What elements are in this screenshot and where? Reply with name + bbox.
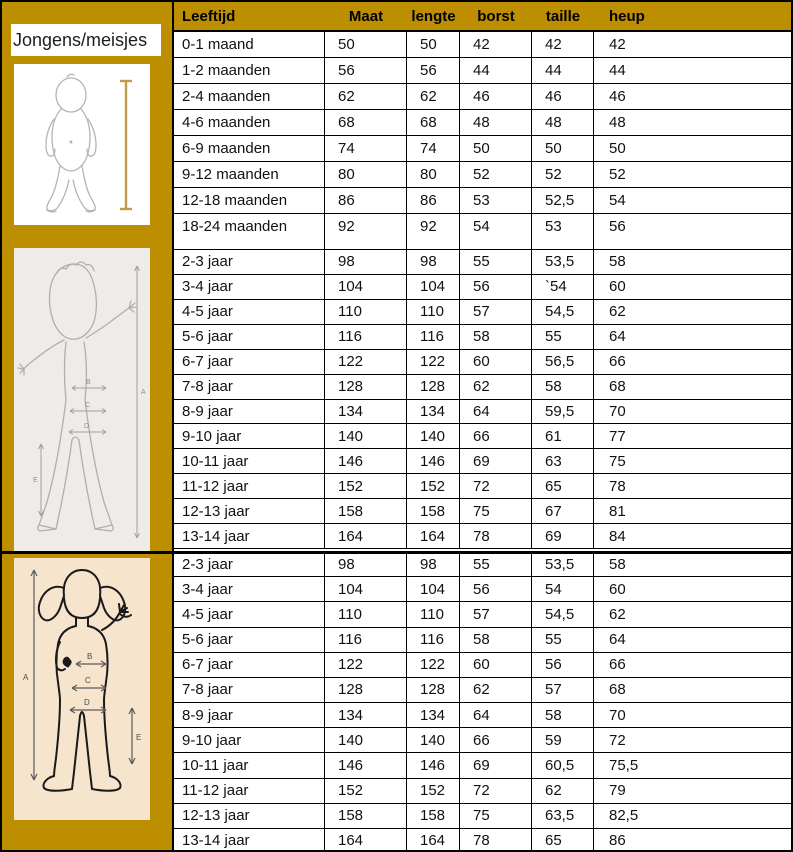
size-table — [172, 2, 793, 852]
table-row — [174, 499, 793, 524]
value-cell: 63,5 — [532, 804, 594, 828]
value-cell: 75 — [460, 804, 532, 828]
value-cell: 75,5 — [609, 756, 639, 774]
value-cell: 60 — [609, 580, 626, 598]
col-header-heup: heup — [609, 7, 645, 25]
value-cell: 56 — [532, 653, 594, 677]
value-cell: 152 — [407, 779, 460, 803]
value-cell: 66 — [609, 353, 626, 371]
value-cell: 140 — [407, 728, 460, 752]
table-row — [174, 188, 793, 214]
value-cell: 134 — [325, 400, 407, 424]
value-cell: 104 — [407, 275, 460, 299]
age-cell: 11-12 jaar — [174, 474, 325, 498]
value-cell: 53 — [532, 214, 594, 249]
value-cell: 75 — [460, 499, 532, 523]
value-cell: 98 — [407, 250, 460, 274]
value-cell: 57 — [532, 678, 594, 702]
value-cell: 140 — [407, 424, 460, 448]
value-cell: 152 — [325, 779, 407, 803]
col-header-maat: Maat — [348, 7, 384, 25]
table-row — [174, 250, 793, 275]
table-row — [174, 32, 793, 58]
value-cell: 146 — [407, 753, 460, 777]
value-cell: 110 — [325, 602, 407, 626]
value-cell: 59,5 — [532, 400, 594, 424]
value-cell: 75 — [609, 452, 626, 470]
age-cell: 13-14 jaar — [174, 829, 325, 852]
value-cell: 69 — [460, 753, 532, 777]
value-cell: 122 — [407, 653, 460, 677]
table-row — [174, 602, 793, 627]
table-row — [174, 110, 793, 136]
girls-section — [174, 552, 793, 852]
value-cell: 128 — [407, 375, 460, 399]
value-cell: 86 — [609, 832, 626, 850]
value-cell: 64 — [460, 703, 532, 727]
value-cell: 54 — [460, 214, 532, 249]
svg-text:D: D — [84, 423, 90, 430]
value-cell: 66 — [460, 728, 532, 752]
value-cell: 164 — [407, 829, 460, 852]
age-cell: 11-12 jaar — [174, 779, 325, 803]
value-cell: 92 — [325, 214, 407, 249]
value-cell: 56 — [609, 218, 626, 235]
value-cell: 48 — [460, 110, 532, 135]
value-cell: 54 — [532, 577, 594, 601]
age-cell: 6-7 jaar — [174, 653, 325, 677]
value-cell: 70 — [609, 402, 626, 420]
value-cell: 62 — [532, 779, 594, 803]
value-cell: 86 — [407, 188, 460, 213]
boy-measurement-image — [14, 248, 150, 551]
value-cell: 60,5 — [532, 753, 594, 777]
age-cell: 5-6 jaar — [174, 325, 325, 349]
value-cell: 152 — [407, 474, 460, 498]
value-cell: 44 — [609, 62, 626, 79]
girl-measurement-letters — [23, 652, 141, 742]
value-cell: 54 — [609, 192, 626, 209]
value-cell: 62 — [460, 375, 532, 399]
age-cell: 8-9 jaar — [174, 400, 325, 424]
value-cell: 80 — [407, 162, 460, 187]
value-cell: 56 — [460, 577, 532, 601]
svg-text:A: A — [23, 673, 29, 682]
svg-text:E: E — [33, 477, 38, 484]
col-header-borst: borst — [477, 7, 515, 25]
table-row — [174, 779, 793, 804]
value-cell: 81 — [609, 502, 626, 520]
age-cell: 13-14 jaar — [174, 524, 325, 548]
age-cell: 9-12 maanden — [174, 162, 325, 187]
value-cell: 56 — [325, 58, 407, 83]
value-cell: 42 — [532, 32, 594, 57]
value-cell: 64 — [609, 631, 626, 649]
value-cell: 61 — [532, 424, 594, 448]
value-cell: 116 — [325, 628, 407, 652]
value-cell: 68 — [325, 110, 407, 135]
value-cell: 164 — [325, 524, 407, 548]
value-cell: 72 — [609, 731, 626, 749]
value-cell: 98 — [407, 552, 460, 576]
value-cell: 122 — [325, 653, 407, 677]
table-row — [174, 275, 793, 300]
gender-label-box — [11, 24, 161, 56]
age-cell: 9-10 jaar — [174, 424, 325, 448]
value-cell: 65 — [532, 474, 594, 498]
value-cell: 72 — [460, 474, 532, 498]
age-cell: 12-13 jaar — [174, 499, 325, 523]
value-cell: 54,5 — [532, 602, 594, 626]
value-cell: 60 — [460, 653, 532, 677]
age-cell: 10-11 jaar — [174, 753, 325, 777]
age-cell: 4-6 maanden — [174, 110, 325, 135]
value-cell: 146 — [325, 753, 407, 777]
age-cell: 2-3 jaar — [174, 250, 325, 274]
value-cell: `54 — [532, 275, 594, 299]
value-cell: 164 — [325, 829, 407, 852]
value-cell: 55 — [460, 250, 532, 274]
value-cell: 52,5 — [532, 188, 594, 213]
value-cell: 146 — [325, 449, 407, 473]
table-row — [174, 58, 793, 84]
value-cell: 56 — [407, 58, 460, 83]
height-ruler-icon — [120, 81, 132, 209]
value-cell: 134 — [325, 703, 407, 727]
col-header-taille: taille — [545, 7, 581, 25]
table-row — [174, 136, 793, 162]
value-cell: 56 — [460, 275, 532, 299]
table-header-row — [174, 2, 793, 32]
value-cell: 77 — [609, 427, 626, 445]
age-cell: 12-18 maanden — [174, 188, 325, 213]
value-cell: 92 — [407, 214, 460, 249]
table-row — [174, 325, 793, 350]
value-cell: 116 — [407, 325, 460, 349]
table-row — [174, 214, 793, 250]
age-cell: 6-9 maanden — [174, 136, 325, 161]
value-cell: 50 — [407, 32, 460, 57]
value-cell: 59 — [532, 728, 594, 752]
table-row — [174, 577, 793, 602]
value-cell: 56,5 — [532, 350, 594, 374]
value-cell: 58 — [460, 325, 532, 349]
value-cell: 64 — [460, 400, 532, 424]
svg-text:C: C — [85, 402, 91, 409]
age-cell: 18-24 maanden — [174, 214, 325, 249]
svg-text:B: B — [86, 379, 91, 386]
value-cell: 62 — [609, 605, 626, 623]
age-cell: 3-4 jaar — [174, 577, 325, 601]
table-row — [174, 424, 793, 449]
value-cell: 84 — [609, 527, 626, 545]
value-cell: 54,5 — [532, 300, 594, 324]
value-cell: 158 — [407, 804, 460, 828]
value-cell: 65 — [532, 829, 594, 852]
value-cell: 140 — [325, 728, 407, 752]
svg-text:D: D — [84, 698, 90, 707]
value-cell: 104 — [325, 577, 407, 601]
value-cell: 50 — [532, 136, 594, 161]
table-row — [174, 449, 793, 474]
value-cell: 53,5 — [532, 552, 594, 576]
value-cell: 128 — [325, 678, 407, 702]
col-header-lengte: lengte — [411, 7, 456, 25]
value-cell: 134 — [407, 400, 460, 424]
baby-measurement-image — [14, 64, 150, 225]
table-row — [174, 162, 793, 188]
value-cell: 58 — [609, 555, 626, 573]
age-cell: 7-8 jaar — [174, 375, 325, 399]
value-cell: 72 — [460, 779, 532, 803]
table-row — [174, 653, 793, 678]
boy-outline — [18, 262, 136, 531]
value-cell: 164 — [407, 524, 460, 548]
value-cell: 46 — [532, 84, 594, 109]
value-cell: 98 — [325, 552, 407, 576]
value-cell: 62 — [460, 678, 532, 702]
value-cell: 158 — [325, 499, 407, 523]
value-cell: 62 — [407, 84, 460, 109]
age-cell: 7-8 jaar — [174, 678, 325, 702]
value-cell: 116 — [407, 628, 460, 652]
value-cell: 82,5 — [609, 807, 639, 825]
value-cell: 53,5 — [532, 250, 594, 274]
value-cell: 79 — [609, 782, 626, 800]
value-cell: 58 — [609, 253, 626, 271]
table-row — [174, 552, 793, 577]
value-cell: 158 — [325, 804, 407, 828]
girl-measurement-image — [14, 558, 150, 820]
age-cell: 6-7 jaar — [174, 350, 325, 374]
value-cell: 78 — [460, 524, 532, 548]
table-row — [174, 375, 793, 400]
table-row — [174, 628, 793, 653]
age-cell: 5-6 jaar — [174, 628, 325, 652]
value-cell: 55 — [532, 325, 594, 349]
value-cell: 110 — [407, 300, 460, 324]
age-cell: 12-13 jaar — [174, 804, 325, 828]
value-cell: 69 — [460, 449, 532, 473]
col-header-leeftijd: Leeftijd — [182, 7, 236, 25]
value-cell: 134 — [407, 703, 460, 727]
value-cell: 42 — [609, 36, 626, 53]
value-cell: 68 — [609, 378, 626, 396]
table-row — [174, 350, 793, 375]
value-cell: 128 — [325, 375, 407, 399]
age-cell: 4-5 jaar — [174, 300, 325, 324]
age-cell: 3-4 jaar — [174, 275, 325, 299]
value-cell: 44 — [532, 58, 594, 83]
value-cell: 140 — [325, 424, 407, 448]
table-row — [174, 753, 793, 778]
value-cell: 55 — [532, 628, 594, 652]
value-cell: 60 — [609, 278, 626, 296]
age-cell: 0-1 maand — [174, 32, 325, 57]
value-cell: 60 — [460, 350, 532, 374]
value-cell: 66 — [609, 656, 626, 674]
value-cell: 110 — [325, 300, 407, 324]
value-cell: 78 — [609, 477, 626, 495]
table-row — [174, 524, 793, 549]
value-cell: 58 — [460, 628, 532, 652]
table-row — [174, 474, 793, 499]
value-cell: 58 — [532, 375, 594, 399]
table-row — [174, 678, 793, 703]
table-row — [174, 300, 793, 325]
table-row — [174, 84, 793, 110]
baby-figure-icon — [14, 64, 150, 225]
value-cell: 70 — [609, 706, 626, 724]
value-cell: 52 — [532, 162, 594, 187]
value-cell: 152 — [325, 474, 407, 498]
table-row — [174, 728, 793, 753]
value-cell: 128 — [407, 678, 460, 702]
svg-text:A: A — [141, 389, 146, 396]
boy-figure-icon — [14, 248, 150, 551]
value-cell: 44 — [460, 58, 532, 83]
age-cell: 8-9 jaar — [174, 703, 325, 727]
svg-text:E: E — [136, 733, 142, 742]
age-cell: 9-10 jaar — [174, 728, 325, 752]
value-cell: 69 — [532, 524, 594, 548]
value-cell: 110 — [407, 602, 460, 626]
value-cell: 64 — [609, 328, 626, 346]
value-cell: 122 — [325, 350, 407, 374]
value-cell: 78 — [460, 829, 532, 852]
value-cell: 62 — [325, 84, 407, 109]
value-cell: 74 — [407, 136, 460, 161]
value-cell: 98 — [325, 250, 407, 274]
value-cell: 53 — [460, 188, 532, 213]
svg-text:B: B — [87, 652, 93, 661]
value-cell: 68 — [609, 681, 626, 699]
table-row — [174, 804, 793, 829]
value-cell: 42 — [460, 32, 532, 57]
value-cell: 68 — [407, 110, 460, 135]
value-cell: 63 — [532, 449, 594, 473]
value-cell: 146 — [407, 449, 460, 473]
value-cell: 104 — [325, 275, 407, 299]
value-cell: 158 — [407, 499, 460, 523]
boys-section — [174, 250, 793, 549]
value-cell: 62 — [609, 303, 626, 321]
age-cell: 10-11 jaar — [174, 449, 325, 473]
value-cell: 122 — [407, 350, 460, 374]
table-row — [174, 400, 793, 425]
value-cell: 80 — [325, 162, 407, 187]
babies-section — [174, 32, 793, 250]
value-cell: 50 — [460, 136, 532, 161]
table-row — [174, 703, 793, 728]
svg-text:C: C — [85, 676, 91, 685]
value-cell: 52 — [609, 166, 626, 183]
value-cell: 55 — [460, 552, 532, 576]
value-cell: 48 — [532, 110, 594, 135]
value-cell: 48 — [609, 114, 626, 131]
age-cell: 4-5 jaar — [174, 602, 325, 626]
age-cell: 1-2 maanden — [174, 58, 325, 83]
girl-figure-icon — [14, 558, 150, 820]
table-row — [174, 829, 793, 852]
value-cell: 74 — [325, 136, 407, 161]
value-cell: 52 — [460, 162, 532, 187]
value-cell: 46 — [609, 88, 626, 105]
value-cell: 50 — [325, 32, 407, 57]
value-cell: 57 — [460, 602, 532, 626]
value-cell: 46 — [460, 84, 532, 109]
value-cell: 116 — [325, 325, 407, 349]
age-cell: 2-4 maanden — [174, 84, 325, 109]
baby-outline — [46, 74, 96, 211]
value-cell: 104 — [407, 577, 460, 601]
value-cell: 50 — [609, 140, 626, 157]
gender-label: Jongens/meisjes — [13, 29, 148, 50]
girl-measurement-arrows — [31, 570, 135, 780]
value-cell: 58 — [532, 703, 594, 727]
age-cell: 2-3 jaar — [174, 552, 325, 576]
value-cell: 66 — [460, 424, 532, 448]
value-cell: 57 — [460, 300, 532, 324]
value-cell: 86 — [325, 188, 407, 213]
value-cell: 67 — [532, 499, 594, 523]
section-separator — [2, 551, 793, 554]
